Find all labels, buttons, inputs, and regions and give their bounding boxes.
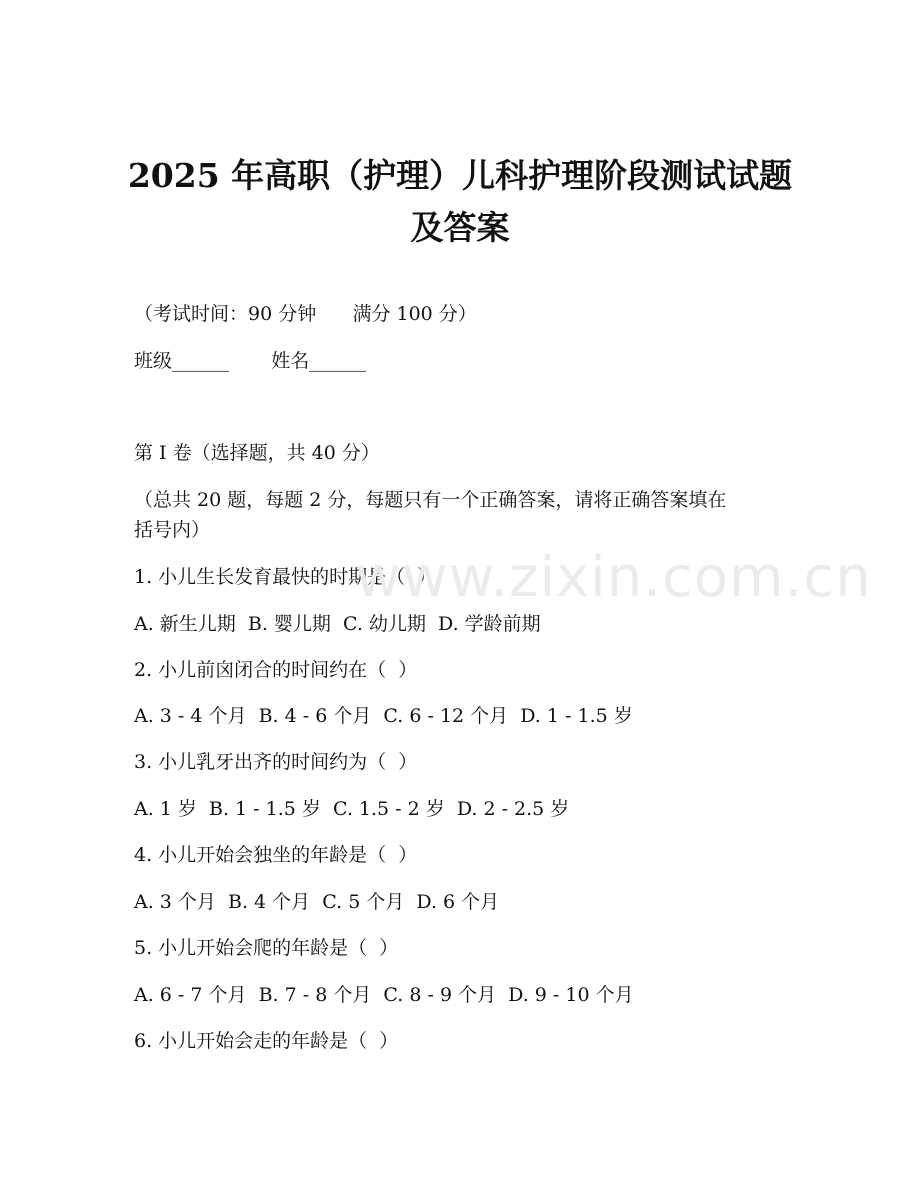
- question-options: A. 新生儿期 B. 婴儿期 C. 幼儿期 D. 学龄前期: [134, 613, 541, 635]
- question-options: A. 3 - 4 个月 B. 4 - 6 个月 C. 6 - 12 个月 D. 1 - 1.5 岁: [134, 705, 633, 727]
- question-options: A. 6 - 7 个月 B. 7 - 8 个月 C. 8 - 9 个月 D. 9 - 10 个月: [134, 984, 634, 1006]
- instructions-line-2: 括号内）: [134, 519, 211, 541]
- question-stem: 5. 小儿开始会爬的年龄是（ ）: [134, 937, 399, 959]
- exam-info: （考试时间：90 分钟 满分 100 分）: [134, 303, 477, 325]
- document-title-line-2: 及答案: [410, 208, 510, 247]
- section-heading: 第 I 卷（选择题，共 40 分）: [134, 442, 380, 464]
- student-info: 班级______ 姓名______: [134, 350, 367, 372]
- question-stem: 6. 小儿开始会走的年龄是（ ）: [134, 1030, 399, 1052]
- question-stem: 1. 小儿生长发育最快的时期是（ ）: [134, 566, 437, 588]
- question-stem: 2. 小儿前囟闭合的时间约在（ ）: [134, 659, 418, 681]
- document-title-line-1: 2025 年高职（护理）儿科护理阶段测试试题: [127, 156, 793, 195]
- question-options: A. 3 个月 B. 4 个月 C. 5 个月 D. 6 个月: [134, 891, 500, 913]
- question-options: A. 1 岁 B. 1 - 1.5 岁 C. 1.5 - 2 岁 D. 2 - 2.5 岁: [134, 798, 570, 820]
- question-stem: 4. 小儿开始会独坐的年龄是（ ）: [134, 844, 418, 866]
- watermark: www.zixin.com.cn: [355, 545, 872, 610]
- instructions-line-1: （总共 20 题，每题 2 分，每题只有一个正确答案，请将正确答案填在: [134, 489, 727, 511]
- question-stem: 3. 小儿乳牙出齐的时间约为（ ）: [134, 751, 418, 773]
